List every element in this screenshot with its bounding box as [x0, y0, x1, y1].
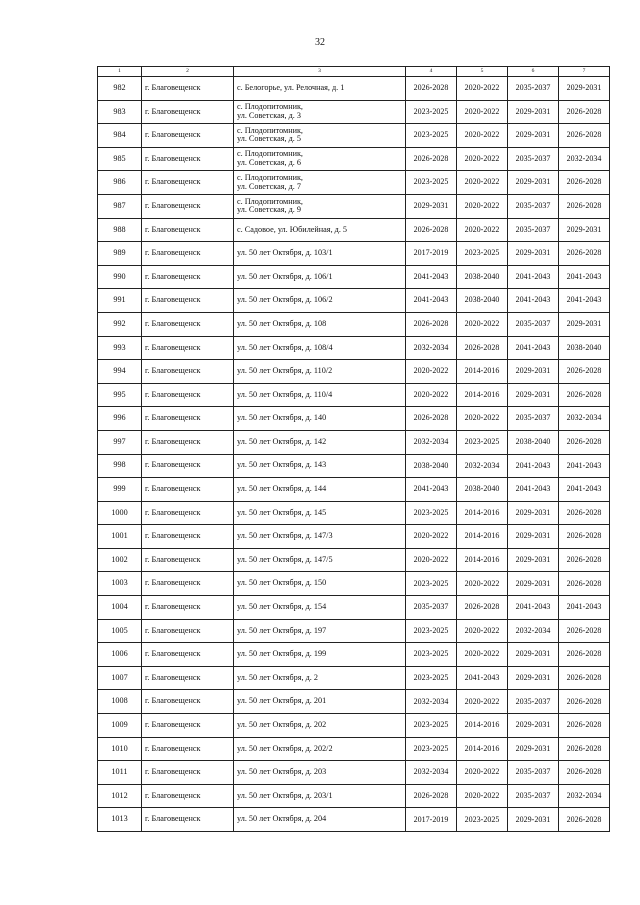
column-number-row — [98, 67, 610, 77]
period-cell: 2020-2022 — [457, 619, 508, 643]
period-cell: 2026-2028 — [406, 77, 457, 101]
locality-cell: г. Благовещенск — [142, 383, 234, 407]
row-number-cell: 1011 — [98, 761, 142, 785]
locality-cell: г. Благовещенск — [142, 690, 234, 714]
period-cell: 2023-2025 — [406, 737, 457, 761]
period-cell: 2026-2028 — [559, 501, 610, 525]
period-cell: 2026-2028 — [559, 194, 610, 218]
period-cell: 2023-2025 — [406, 124, 457, 148]
column-number: 7 — [559, 67, 610, 77]
period-cell: 2032-2034 — [559, 407, 610, 431]
row-number-cell: 1010 — [98, 737, 142, 761]
period-cell: 2020-2022 — [457, 761, 508, 785]
row-number-cell: 992 — [98, 312, 142, 336]
row-number-cell: 1000 — [98, 501, 142, 525]
table-row — [98, 171, 610, 195]
locality-cell: г. Благовещенск — [142, 242, 234, 266]
period-cell: 2014-2016 — [457, 383, 508, 407]
period-cell: 2029-2031 — [508, 572, 559, 596]
period-cell: 2023-2025 — [457, 430, 508, 454]
period-cell: 2032-2034 — [406, 761, 457, 785]
table-row — [98, 714, 610, 738]
locality-cell: г. Благовещенск — [142, 77, 234, 101]
table-row — [98, 312, 610, 336]
period-cell: 2014-2016 — [457, 525, 508, 549]
period-cell: 2038-2040 — [457, 289, 508, 313]
address-cell: ул. 50 лет Октября, д. 197 — [234, 619, 406, 643]
period-cell: 2023-2025 — [406, 666, 457, 690]
period-cell: 2038-2040 — [508, 430, 559, 454]
period-cell: 2041-2043 — [559, 289, 610, 313]
period-cell: 2029-2031 — [508, 714, 559, 738]
table-row — [98, 407, 610, 431]
period-cell: 2014-2016 — [457, 714, 508, 738]
period-cell: 2020-2022 — [457, 100, 508, 124]
period-cell: 2023-2025 — [406, 643, 457, 667]
period-cell: 2032-2034 — [406, 430, 457, 454]
table-row — [98, 265, 610, 289]
period-cell: 2020-2022 — [406, 360, 457, 384]
period-cell: 2026-2028 — [559, 242, 610, 266]
period-cell: 2029-2031 — [508, 666, 559, 690]
address-cell: ул. 50 лет Октября, д. 150 — [234, 572, 406, 596]
row-number-cell: 1002 — [98, 548, 142, 572]
period-cell: 2029-2031 — [559, 77, 610, 101]
period-cell: 2023-2025 — [406, 171, 457, 195]
table-row — [98, 289, 610, 313]
period-cell: 2026-2028 — [559, 124, 610, 148]
period-cell: 2029-2031 — [508, 501, 559, 525]
period-cell: 2026-2028 — [559, 100, 610, 124]
period-cell: 2020-2022 — [457, 312, 508, 336]
locality-cell: г. Благовещенск — [142, 124, 234, 148]
table-row — [98, 100, 610, 124]
table-row — [98, 808, 610, 832]
address-cell: с. Плодопитомник, ул. Советская, д. 6 — [234, 147, 406, 171]
address-cell: ул. 50 лет Октября, д. 201 — [234, 690, 406, 714]
period-cell: 2035-2037 — [508, 690, 559, 714]
period-cell: 2020-2022 — [457, 77, 508, 101]
table-row — [98, 194, 610, 218]
period-cell: 2026-2028 — [559, 690, 610, 714]
period-cell: 2035-2037 — [508, 784, 559, 808]
address-cell: с. Белогорье, ул. Релочная, д. 1 — [234, 77, 406, 101]
row-number-cell: 1013 — [98, 808, 142, 832]
period-cell: 2020-2022 — [457, 643, 508, 667]
row-number-cell: 983 — [98, 100, 142, 124]
period-cell: 2026-2028 — [457, 596, 508, 620]
locality-cell: г. Благовещенск — [142, 265, 234, 289]
column-number: 5 — [457, 67, 508, 77]
address-cell: с. Плодопитомник, ул. Советская, д. 7 — [234, 171, 406, 195]
period-cell: 2029-2031 — [559, 312, 610, 336]
period-cell: 2026-2028 — [559, 643, 610, 667]
row-number-cell: 994 — [98, 360, 142, 384]
period-cell: 2038-2040 — [559, 336, 610, 360]
period-cell: 2026-2028 — [559, 360, 610, 384]
period-cell: 2029-2031 — [508, 100, 559, 124]
table-row — [98, 430, 610, 454]
period-cell: 2026-2028 — [457, 336, 508, 360]
table-row — [98, 737, 610, 761]
column-number: 6 — [508, 67, 559, 77]
period-cell: 2026-2028 — [406, 312, 457, 336]
period-cell: 2029-2031 — [508, 360, 559, 384]
period-cell: 2026-2028 — [559, 525, 610, 549]
row-number-cell: 1012 — [98, 784, 142, 808]
row-number-cell: 985 — [98, 147, 142, 171]
address-cell: ул. 50 лет Октября, д. 145 — [234, 501, 406, 525]
period-cell: 2041-2043 — [559, 454, 610, 478]
row-number-cell: 999 — [98, 478, 142, 502]
period-cell: 2029-2031 — [508, 737, 559, 761]
address-cell: ул. 50 лет Октября, д. 142 — [234, 430, 406, 454]
locality-cell: г. Благовещенск — [142, 714, 234, 738]
table-row — [98, 619, 610, 643]
table-body — [98, 77, 610, 832]
table-row — [98, 360, 610, 384]
address-cell: ул. 50 лет Октября, д. 103/1 — [234, 242, 406, 266]
period-cell: 2038-2040 — [406, 454, 457, 478]
locality-cell: г. Благовещенск — [142, 218, 234, 242]
address-cell: ул. 50 лет Октября, д. 144 — [234, 478, 406, 502]
period-cell: 2041-2043 — [406, 265, 457, 289]
period-cell: 2032-2034 — [559, 147, 610, 171]
period-cell: 2041-2043 — [508, 265, 559, 289]
locality-cell: г. Благовещенск — [142, 761, 234, 785]
period-cell: 2035-2037 — [508, 194, 559, 218]
table-row — [98, 501, 610, 525]
period-cell: 2029-2031 — [508, 525, 559, 549]
locality-cell: г. Благовещенск — [142, 572, 234, 596]
period-cell: 2029-2031 — [508, 808, 559, 832]
period-cell: 2026-2028 — [559, 714, 610, 738]
period-cell: 2032-2034 — [508, 619, 559, 643]
period-cell: 2017-2019 — [406, 242, 457, 266]
table-row — [98, 525, 610, 549]
locality-cell: г. Благовещенск — [142, 360, 234, 384]
row-number-cell: 988 — [98, 218, 142, 242]
table-row — [98, 147, 610, 171]
address-cell: с. Плодопитомник, ул. Советская, д. 3 — [234, 100, 406, 124]
period-cell: 2014-2016 — [457, 501, 508, 525]
period-cell: 2035-2037 — [508, 407, 559, 431]
period-cell: 2020-2022 — [457, 194, 508, 218]
period-cell: 2023-2025 — [406, 501, 457, 525]
column-number: 3 — [234, 67, 406, 77]
period-cell: 2041-2043 — [406, 478, 457, 502]
period-cell: 2038-2040 — [457, 478, 508, 502]
address-cell: ул. 50 лет Октября, д. 140 — [234, 407, 406, 431]
row-number-cell: 1005 — [98, 619, 142, 643]
period-cell: 2026-2028 — [559, 171, 610, 195]
address-cell: ул. 50 лет Октября, д. 204 — [234, 808, 406, 832]
table-row — [98, 596, 610, 620]
address-cell: ул. 50 лет Октября, д. 143 — [234, 454, 406, 478]
period-cell: 2014-2016 — [457, 548, 508, 572]
locality-cell: г. Благовещенск — [142, 501, 234, 525]
period-cell: 2029-2031 — [406, 194, 457, 218]
row-number-cell: 982 — [98, 77, 142, 101]
address-cell: ул. 50 лет Октября, д. 108 — [234, 312, 406, 336]
period-cell: 2020-2022 — [406, 525, 457, 549]
period-cell: 2026-2028 — [406, 147, 457, 171]
period-cell: 2032-2034 — [457, 454, 508, 478]
row-number-cell: 993 — [98, 336, 142, 360]
address-cell: ул. 50 лет Октября, д. 202/2 — [234, 737, 406, 761]
table-row — [98, 478, 610, 502]
column-number: 2 — [142, 67, 234, 77]
locality-cell: г. Благовещенск — [142, 454, 234, 478]
table-row — [98, 784, 610, 808]
period-cell: 2026-2028 — [559, 808, 610, 832]
period-cell: 2035-2037 — [508, 77, 559, 101]
address-cell: ул. 50 лет Октября, д. 202 — [234, 714, 406, 738]
table-row — [98, 761, 610, 785]
locality-cell: г. Благовещенск — [142, 525, 234, 549]
locality-cell: г. Благовещенск — [142, 666, 234, 690]
locality-cell: г. Благовещенск — [142, 737, 234, 761]
period-cell: 2029-2031 — [508, 124, 559, 148]
period-cell: 2026-2028 — [559, 548, 610, 572]
period-cell: 2020-2022 — [457, 218, 508, 242]
locality-cell: г. Благовещенск — [142, 147, 234, 171]
period-cell: 2032-2034 — [406, 690, 457, 714]
locality-cell: г. Благовещенск — [142, 784, 234, 808]
address-cell: ул. 50 лет Октября, д. 147/3 — [234, 525, 406, 549]
period-cell: 2020-2022 — [406, 383, 457, 407]
period-cell: 2020-2022 — [457, 690, 508, 714]
period-cell: 2023-2025 — [406, 572, 457, 596]
period-cell: 2026-2028 — [559, 619, 610, 643]
address-cell: ул. 50 лет Октября, д. 106/2 — [234, 289, 406, 313]
period-cell: 2014-2016 — [457, 360, 508, 384]
period-cell: 2035-2037 — [508, 218, 559, 242]
period-cell: 2020-2022 — [457, 124, 508, 148]
locality-cell: г. Благовещенск — [142, 407, 234, 431]
period-cell: 2014-2016 — [457, 737, 508, 761]
period-cell: 2041-2043 — [559, 596, 610, 620]
column-number: 4 — [406, 67, 457, 77]
period-cell: 2032-2034 — [406, 336, 457, 360]
period-cell: 2041-2043 — [457, 666, 508, 690]
period-cell: 2023-2025 — [457, 808, 508, 832]
period-cell: 2026-2028 — [406, 218, 457, 242]
period-cell: 2029-2031 — [508, 171, 559, 195]
row-number-cell: 987 — [98, 194, 142, 218]
period-cell: 2026-2028 — [559, 761, 610, 785]
period-cell: 2020-2022 — [457, 407, 508, 431]
period-cell: 2020-2022 — [457, 572, 508, 596]
period-cell: 2026-2028 — [559, 666, 610, 690]
row-number-cell: 1008 — [98, 690, 142, 714]
period-cell: 2041-2043 — [508, 596, 559, 620]
address-cell: ул. 50 лет Октября, д. 203 — [234, 761, 406, 785]
locality-cell: г. Благовещенск — [142, 100, 234, 124]
period-cell: 2026-2028 — [559, 737, 610, 761]
period-cell: 2023-2025 — [457, 242, 508, 266]
period-cell: 2020-2022 — [406, 548, 457, 572]
period-cell: 2020-2022 — [457, 171, 508, 195]
table-row — [98, 383, 610, 407]
period-cell: 2035-2037 — [508, 312, 559, 336]
period-cell: 2035-2037 — [508, 761, 559, 785]
table-row — [98, 124, 610, 148]
table-row — [98, 666, 610, 690]
period-cell: 2041-2043 — [508, 478, 559, 502]
period-cell: 2035-2037 — [406, 596, 457, 620]
period-cell: 2041-2043 — [559, 265, 610, 289]
period-cell: 2029-2031 — [508, 548, 559, 572]
row-number-cell: 991 — [98, 289, 142, 313]
row-number-cell: 990 — [98, 265, 142, 289]
period-cell: 2029-2031 — [508, 242, 559, 266]
address-cell: с. Плодопитомник, ул. Советская, д. 9 — [234, 194, 406, 218]
address-cell: ул. 50 лет Октября, д. 106/1 — [234, 265, 406, 289]
address-cell: ул. 50 лет Октября, д. 199 — [234, 643, 406, 667]
period-cell: 2020-2022 — [457, 784, 508, 808]
address-cell: ул. 50 лет Октября, д. 110/2 — [234, 360, 406, 384]
period-cell: 2023-2025 — [406, 619, 457, 643]
period-cell: 2041-2043 — [559, 478, 610, 502]
period-cell: 2017-2019 — [406, 808, 457, 832]
row-number-cell: 1009 — [98, 714, 142, 738]
address-cell: ул. 50 лет Октября, д. 147/5 — [234, 548, 406, 572]
row-number-cell: 1007 — [98, 666, 142, 690]
locality-cell: г. Благовещенск — [142, 171, 234, 195]
period-cell: 2029-2031 — [559, 218, 610, 242]
locality-cell: г. Благовещенск — [142, 336, 234, 360]
locality-cell: г. Благовещенск — [142, 478, 234, 502]
period-cell: 2041-2043 — [508, 336, 559, 360]
locality-cell: г. Благовещенск — [142, 312, 234, 336]
locality-cell: г. Благовещенск — [142, 289, 234, 313]
row-number-cell: 997 — [98, 430, 142, 454]
period-cell: 2041-2043 — [406, 289, 457, 313]
locality-cell: г. Благовещенск — [142, 619, 234, 643]
period-cell: 2026-2028 — [559, 430, 610, 454]
row-number-cell: 1003 — [98, 572, 142, 596]
period-cell: 2026-2028 — [559, 383, 610, 407]
table-row — [98, 454, 610, 478]
period-cell: 2035-2037 — [508, 147, 559, 171]
table-row — [98, 643, 610, 667]
locality-cell: г. Благовещенск — [142, 643, 234, 667]
address-cell: с. Плодопитомник, ул. Советская, д. 5 — [234, 124, 406, 148]
row-number-cell: 1006 — [98, 643, 142, 667]
table-row — [98, 77, 610, 101]
table-row — [98, 572, 610, 596]
row-number-cell: 986 — [98, 171, 142, 195]
row-number-cell: 998 — [98, 454, 142, 478]
row-number-cell: 1004 — [98, 596, 142, 620]
locality-cell: г. Благовещенск — [142, 194, 234, 218]
table-row — [98, 218, 610, 242]
table-row — [98, 336, 610, 360]
column-number: 1 — [98, 67, 142, 77]
table-row — [98, 690, 610, 714]
address-cell: ул. 50 лет Октября, д. 2 — [234, 666, 406, 690]
row-number-cell: 996 — [98, 407, 142, 431]
address-cell: ул. 50 лет Октября, д. 110/4 — [234, 383, 406, 407]
address-cell: ул. 50 лет Октября, д. 108/4 — [234, 336, 406, 360]
period-cell: 2023-2025 — [406, 100, 457, 124]
period-cell: 2026-2028 — [559, 572, 610, 596]
row-number-cell: 989 — [98, 242, 142, 266]
address-cell: с. Садовое, ул. Юбилейная, д. 5 — [234, 218, 406, 242]
locality-cell: г. Благовещенск — [142, 548, 234, 572]
period-cell: 2023-2025 — [406, 714, 457, 738]
period-cell: 2026-2028 — [406, 407, 457, 431]
row-number-cell: 995 — [98, 383, 142, 407]
period-cell: 2041-2043 — [508, 289, 559, 313]
period-cell: 2029-2031 — [508, 643, 559, 667]
locality-cell: г. Благовещенск — [142, 808, 234, 832]
period-cell: 2038-2040 — [457, 265, 508, 289]
address-cell: ул. 50 лет Октября, д. 154 — [234, 596, 406, 620]
table-row — [98, 242, 610, 266]
locality-cell: г. Благовещенск — [142, 430, 234, 454]
housing-schedule-table — [97, 66, 610, 832]
locality-cell: г. Благовещенск — [142, 596, 234, 620]
address-cell: ул. 50 лет Октября, д. 203/1 — [234, 784, 406, 808]
table-row — [98, 548, 610, 572]
row-number-cell: 1001 — [98, 525, 142, 549]
page-number: 32 — [315, 37, 325, 48]
period-cell: 2026-2028 — [406, 784, 457, 808]
period-cell: 2041-2043 — [508, 454, 559, 478]
period-cell: 2029-2031 — [508, 383, 559, 407]
period-cell: 2020-2022 — [457, 147, 508, 171]
period-cell: 2032-2034 — [559, 784, 610, 808]
row-number-cell: 984 — [98, 124, 142, 148]
